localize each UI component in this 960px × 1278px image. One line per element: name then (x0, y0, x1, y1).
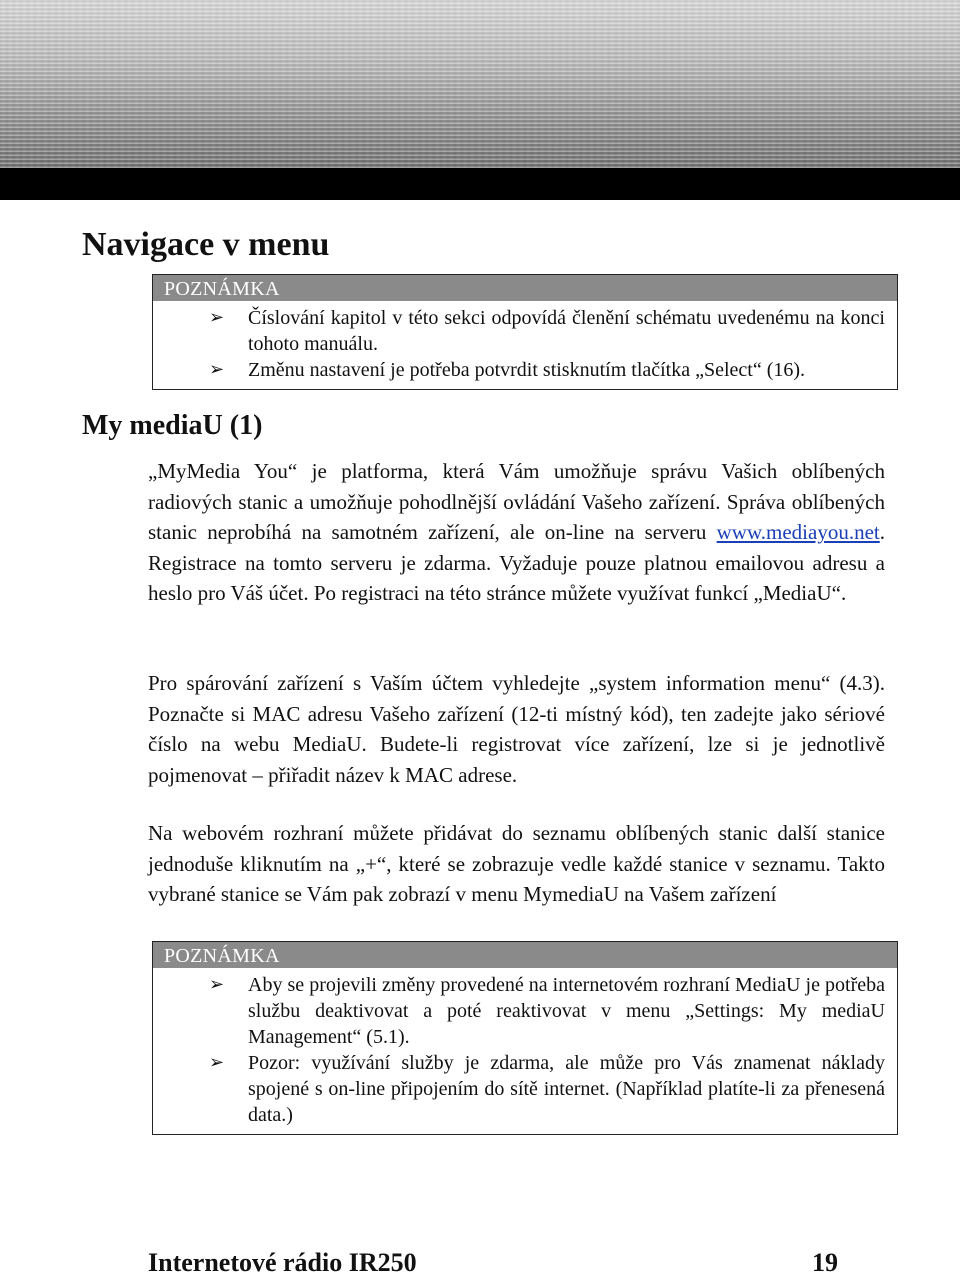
header-black-bar (0, 168, 960, 200)
paragraph-intro (148, 456, 885, 609)
page-footer (148, 1248, 838, 1278)
note-item (153, 972, 885, 1050)
paragraph-web-interface: Na webovém rozhraní můžete přidávat do seznamu oblíbených stanic další stanice jednoduše kliknutím na „+“, které se zobrazuje vedle každé stanice v seznamu. Takto vybrané stanice se Vám pak zobrazí v menu MymediaU na Vašem zařízení (148, 821, 885, 906)
note-item (153, 1050, 885, 1128)
note-box (152, 274, 898, 390)
header-texture-banner (0, 0, 960, 168)
page-number: 19 (812, 1248, 838, 1277)
note-item-text: Změnu nastavení je potřeba potvrdit stisknutím tlačítka „Select“ (16). (248, 359, 806, 381)
note-box (152, 941, 898, 1135)
note-item-text: Pozor: využívání služby je zdarma, ale může pro Vás znamenat náklady spojené s on-line připojením do sítě internet. (Například platíte-li za přenesená data.) (248, 1052, 885, 1126)
note-item (153, 357, 885, 383)
note-list (153, 301, 897, 389)
paragraph-text: „MyMedia You“ je platforma, která Vám umožňuje správu Vašich oblíbených radiových stanic a umožňuje pohodlnější ovládání Vašeho zařízení. Správa oblíbených stanic neprobíhá na samotném zařízení, ale on-line na serveru (148, 459, 885, 544)
note-list (153, 968, 897, 1134)
page-title: Navigace v menu (82, 226, 330, 263)
arrowhead-bullet-icon: ➢ (209, 974, 225, 995)
arrowhead-bullet-icon: ➢ (209, 359, 225, 380)
paragraph-text: . Registrace na tomto serveru je zdarma. Vyžaduje pouze platnou emailovou adresu a heslo pro Váš účet. Po registraci na této stránce můžete využívat funkcí „MediaU“. (148, 520, 885, 605)
note-item-text: Aby se projevili změny provedené na internetovém rozhraní MediaU je potřeba službu deaktivovat a poté reaktivovat v menu „Settings: My mediaU Management“ (5.1). (248, 974, 885, 1048)
note-title: POZNÁMKA (153, 942, 897, 968)
paragraph-pairing: Pro spárování zařízení s Vaším účtem vyhledejte „system information menu“ (4.3). Poznačte si MAC adresu Vašeho zařízení (12-ti místný kód), ten zadejte jako sériové číslo na webu MediaU. Budete-li registrovat více zařízení, lze si je jednotlivě pojmenovat – přiřadit název k MAC adrese. (148, 671, 885, 787)
arrowhead-bullet-icon: ➢ (209, 1052, 225, 1073)
footer-title: Internetové rádio IR250 (148, 1248, 417, 1277)
note-item-text: Číslování kapitol v této sekci odpovídá členění schématu uvedenému na konci tohoto manuálu. (248, 307, 885, 355)
mediayou-link[interactable]: www.mediayou.net (716, 520, 880, 544)
section-heading: My mediaU (1) (82, 410, 263, 441)
arrowhead-bullet-icon: ➢ (209, 307, 225, 328)
note-item (153, 305, 885, 357)
note-title: POZNÁMKA (153, 275, 897, 301)
